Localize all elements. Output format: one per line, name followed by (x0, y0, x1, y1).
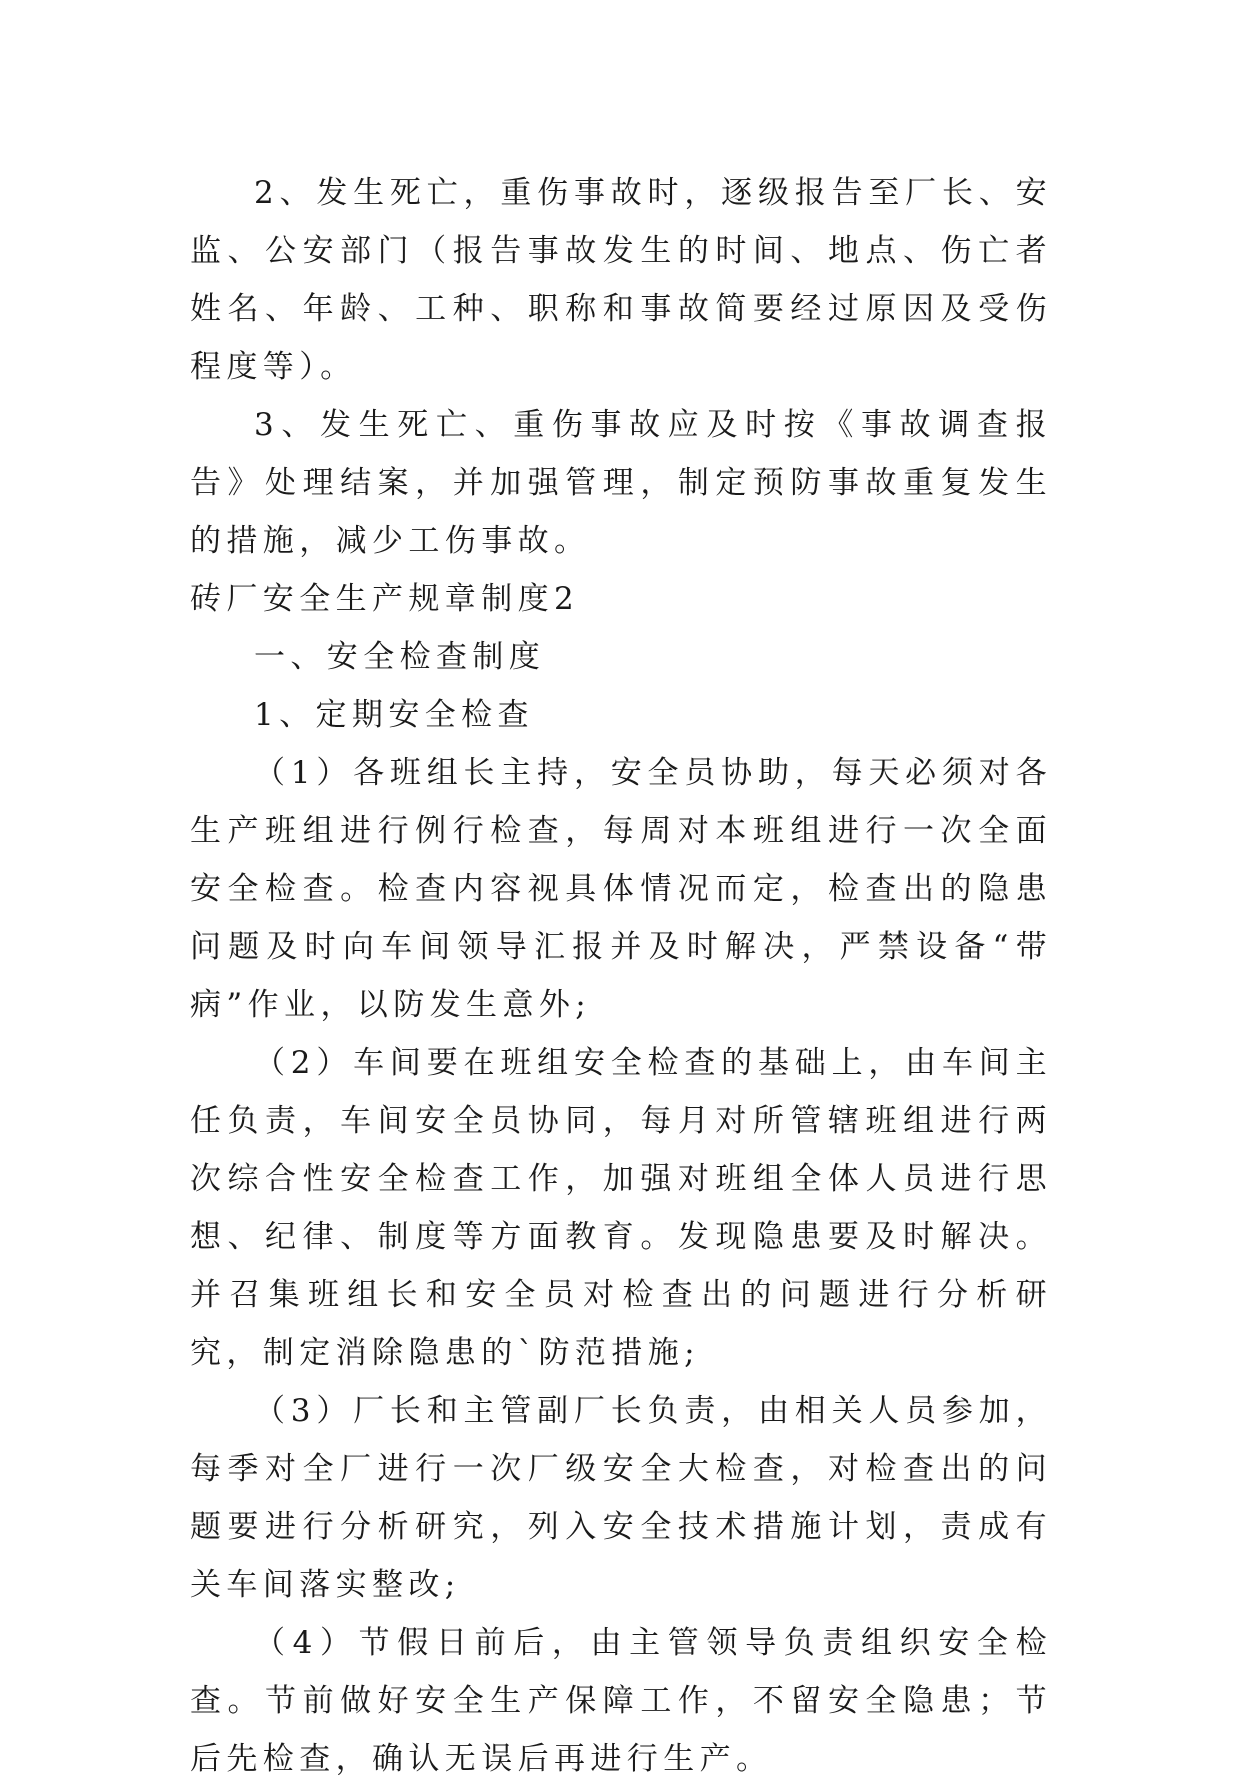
subsection-heading-regular-inspection: 1、定期安全检查 (254, 697, 534, 733)
paragraph-item-4: （4）节假日前后，由主管领导负责组织安全检查。节前做好安全生产保障工作，不留安全隐患；节后先检查，确认无误后再进行生产。 (190, 1625, 1052, 1777)
section-heading-safety-inspection: 一、安全检查制度 (254, 639, 546, 675)
paragraph-accident-handling: 3、发生死亡、重伤事故应及时按《事故调查报告》处理结案，并加强管理，制定预防事故重复发生的措施，减少工伤事故。 (190, 407, 1052, 559)
paragraph-accident-reporting: 2、发生死亡，重伤事故时，逐级报告至厂长、安监、公安部门（报告事故发生的时间、地点、伤亡者姓名、年龄、工种、职称和事故简要经过原因及受伤程度等）。 (190, 175, 1052, 385)
paragraph-item-3: （3）厂长和主管副厂长负责，由相关人员参加，每季对全厂进行一次厂级安全大检查，对检查出的问题要进行分析研究，列入安全技术措施计划，责成有关车间落实整改; (190, 1393, 1052, 1603)
document-title: 砖厂安全生产规章制度2 (190, 581, 580, 617)
paragraph-item-2: （2）车间要在班组安全检查的基础上，由车间主任负责，车间安全员协同，每月对所管辖班组进行两次综合性安全检查工作，加强对班组全体人员进行思想、纪律、制度等方面教育。发现隐患要及时解决。并召集班组长和安全员对检查出的问题进行分析研究，制定消除隐患的`防范措施; (190, 1045, 1052, 1371)
paragraph-item-1: （1）各班组长主持，安全员协助，每天必须对各生产班组进行例行检查，每周对本班组进行一次全面安全检查。检查内容视具体情况而定，检查出的隐患问题及时向车间领导汇报并及时解决，严禁设备“带病”作业，以防发生意外; (190, 755, 1052, 1023)
document-page (190, 164, 1052, 1788)
